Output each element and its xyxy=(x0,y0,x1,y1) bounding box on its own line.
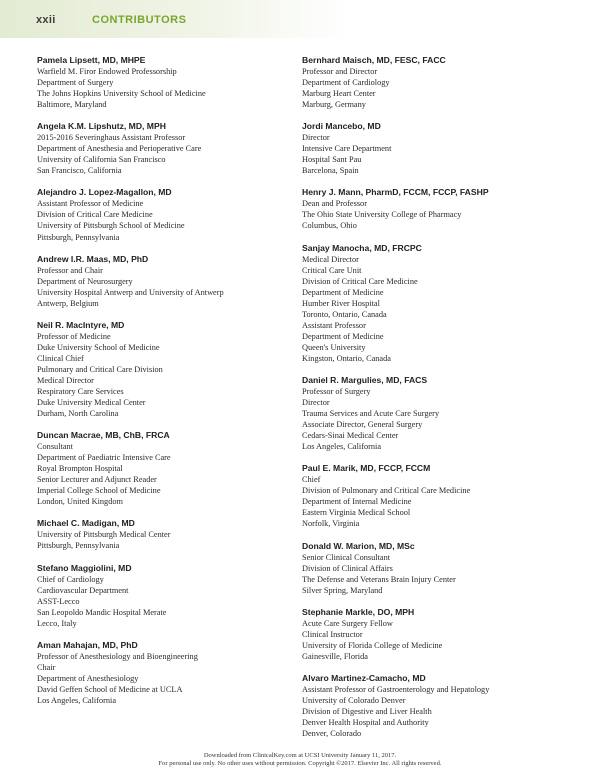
contributor-name: Duncan Macrae, MB, ChB, FRCA xyxy=(37,430,170,441)
affiliation-line: Eastern Virginia Medical School xyxy=(302,508,411,518)
affiliation-line: David Geffen School of Medicine at UCLA xyxy=(37,684,183,694)
contributor-entry xyxy=(37,640,307,706)
contributor-name: Bernhard Maisch, MD, FESC, FACC xyxy=(302,55,446,65)
contributor-entry xyxy=(302,541,582,596)
footer-copyright-notice: For personal use only. No other uses without permission. Copyright ©2017. Elsevier Inc. All rights reserved. xyxy=(158,760,442,767)
affiliation-line: Barcelona, Spain xyxy=(302,166,359,176)
affiliation-line: Royal Brompton Hospital xyxy=(37,464,123,474)
affiliation-line: Los Angeles, California xyxy=(302,442,382,452)
affiliation-line: Antwerp, Belgium xyxy=(37,298,99,308)
contributor-entry xyxy=(302,463,582,529)
affiliation-line: Durham, North Carolina xyxy=(37,409,119,419)
contributor-name: Pamela Lipsett, MD, MHPE xyxy=(37,55,146,65)
affiliation-line: Trauma Services and Acute Care Surgery xyxy=(302,409,440,419)
affiliation-line: Dean and Professor xyxy=(302,199,367,209)
affiliation-line: Toronto, Ontario, Canada xyxy=(302,309,387,319)
footer-download-notice: Downloaded from ClinicalKey.com at UCSI University January 11, 2017. xyxy=(203,752,397,759)
affiliation-line: Acute Care Surgery Fellow xyxy=(302,618,393,628)
affiliation-line: Department of Paediatric Intensive Care xyxy=(37,453,171,463)
affiliation-line: Pittsburgh, Pennsylvania xyxy=(37,541,120,551)
affiliation-line: Department of Anesthesia and Perioperative Care xyxy=(37,144,202,154)
contributor-entry xyxy=(302,187,582,231)
affiliation-line: Director xyxy=(302,133,330,143)
right-column xyxy=(302,55,582,750)
affiliation-line: University of Colorado Denver xyxy=(302,695,406,705)
contributor-name: Paul E. Marik, MD, FCCP, FCCM xyxy=(302,463,431,474)
affiliation-line: Marburg Heart Center xyxy=(302,89,376,99)
contributor-name: Stefano Maggiolini, MD xyxy=(37,562,132,573)
page-number: xxii xyxy=(36,14,56,26)
contributor-entry xyxy=(37,563,307,629)
affiliation-line: San Leopoldo Mandic Hospital Merate xyxy=(37,607,167,617)
affiliation-line: Assistant Professor of Gastroenterology and Hepatology xyxy=(302,684,490,694)
contributor-name: Aman Mahajan, MD, PhD xyxy=(37,639,138,650)
affiliation-line: San Francisco, California xyxy=(37,166,122,176)
contributor-name: Jordi Mancebo, MD xyxy=(302,121,381,132)
contributor-name: Sanjay Manocha, MD, FRCPC xyxy=(302,242,422,253)
contributor-entry xyxy=(37,55,307,110)
affiliation-line: Division of Critical Care Medicine xyxy=(37,210,153,220)
affiliation-line: Gainesville, Florida xyxy=(302,651,368,661)
contributor-name: Andrew I.R. Maas, MD, PhD xyxy=(37,253,149,264)
contributor-name: Alvaro Martinez-Camacho, MD xyxy=(302,672,426,683)
left-column xyxy=(37,55,307,717)
affiliation-line: Cedars-Sinai Medical Center xyxy=(302,431,399,441)
affiliation-line: Duke University Medical Center xyxy=(37,398,146,408)
contributor-entry xyxy=(37,254,307,309)
affiliation-line: Division of Critical Care Medicine xyxy=(302,276,418,286)
affiliation-line: Marburg, Germany xyxy=(302,100,366,110)
affiliation-line: 2015-2016 Severinghaus Assistant Professor xyxy=(37,133,186,143)
affiliation-line: Humber River Hospital xyxy=(302,298,380,308)
affiliation-line: University of Florida College of Medicine xyxy=(302,640,443,650)
affiliation-line: Denver Health Hospital and Authority xyxy=(302,718,429,728)
contributor-entry xyxy=(302,607,582,662)
affiliation-line: Director xyxy=(302,398,330,408)
contributor-entry xyxy=(302,673,582,739)
affiliation-line: Professor of Anesthesiology and Bioengineering xyxy=(37,651,198,661)
affiliation-line: Professor and Director xyxy=(302,67,378,76)
affiliation-line: Medical Director xyxy=(37,375,94,385)
affiliation-line: Department of Surgery xyxy=(37,78,114,88)
affiliation-line: Baltimore, Maryland xyxy=(37,100,107,110)
affiliation-line: University of California San Francisco xyxy=(37,155,166,165)
affiliation-line: Medical Director xyxy=(302,254,359,264)
affiliation-line: London, United Kingdom xyxy=(37,497,123,507)
affiliation-line: University Hospital Antwerp and University of Antwerp xyxy=(37,287,224,297)
contributor-entry xyxy=(302,121,582,176)
affiliation-line: Pittsburgh, Pennsylvania xyxy=(37,232,120,242)
affiliation-line: University of Pittsburgh School of Medicine xyxy=(37,221,185,231)
affiliation-line: Assistant Professor xyxy=(302,320,366,330)
affiliation-line: The Johns Hopkins University School of Medicine xyxy=(37,89,206,99)
contributor-name: Alejandro J. Lopez-Magallon, MD xyxy=(37,187,172,198)
affiliation-line: Consultant xyxy=(37,442,73,452)
affiliation-line: Department of Medicine xyxy=(302,287,384,297)
contributor-name: Henry J. Mann, PharmD, FCCM, FCCP, FASHP xyxy=(302,187,489,198)
affiliation-line: Professor of Medicine xyxy=(37,331,111,341)
affiliation-line: Silver Spring, Maryland xyxy=(302,585,383,595)
contributor-entry xyxy=(302,55,582,110)
affiliation-line: Department of Medicine xyxy=(302,331,384,341)
affiliation-line: Imperial College School of Medicine xyxy=(37,486,161,496)
affiliation-line: Professor of Surgery xyxy=(302,386,371,396)
affiliation-line: Queen's University xyxy=(302,342,366,352)
affiliation-line: Division of Pulmonary and Critical Care Medicine xyxy=(302,486,471,496)
contributor-name: Daniel R. Margulies, MD, FACS xyxy=(302,374,428,385)
affiliation-line: Professor and Chair xyxy=(37,265,103,275)
contributor-entry xyxy=(37,320,307,419)
affiliation-line: Clinical Chief xyxy=(37,353,84,363)
contributor-entry xyxy=(302,243,582,364)
affiliation-line: Clinical Instructor xyxy=(302,629,363,639)
affiliation-line: Lecco, Italy xyxy=(37,618,77,628)
affiliation-line: Warfield M. Firor Endowed Professorship xyxy=(37,67,177,76)
affiliation-line: Department of Internal Medicine xyxy=(302,497,412,507)
contributor-name: Donald W. Marion, MD, MSc xyxy=(302,540,415,551)
contributor-name: Michael C. Madigan, MD xyxy=(37,518,135,529)
affiliation-line: Denver, Colorado xyxy=(302,729,362,739)
contributor-name: Stephanie Markle, DO, MPH xyxy=(302,606,415,617)
affiliation-line: Department of Neurosurgery xyxy=(37,276,133,286)
contributor-entry xyxy=(37,187,307,242)
affiliation-line: Assistant Professor of Medicine xyxy=(37,199,144,209)
affiliation-line: Division of Clinical Affairs xyxy=(302,563,393,573)
affiliation-line: Pulmonary and Critical Care Division xyxy=(37,364,163,374)
affiliation-line: Chief xyxy=(302,475,321,485)
affiliation-line: Columbus, Ohio xyxy=(302,221,357,231)
contributor-entry xyxy=(37,121,307,176)
affiliation-line: Norfolk, Virginia xyxy=(302,519,360,529)
affiliation-line: The Defense and Veterans Brain Injury Center xyxy=(302,574,456,584)
contributor-entry xyxy=(37,518,307,551)
affiliation-line: Kingston, Ontario, Canada xyxy=(302,353,391,363)
affiliation-line: Department of Anesthesiology xyxy=(37,673,139,683)
affiliation-line: The Ohio State University College of Pharmacy xyxy=(302,210,462,220)
contributor-name: Angela K.M. Lipshutz, MD, MPH xyxy=(37,121,166,132)
affiliation-line: Intensive Care Department xyxy=(302,144,392,154)
affiliation-line: University of Pittsburgh Medical Center xyxy=(37,530,171,540)
affiliation-line: Senior Clinical Consultant xyxy=(302,552,391,562)
affiliation-line: Department of Cardiology xyxy=(302,78,390,88)
affiliation-line: Senior Lecturer and Adjunct Reader xyxy=(37,475,157,485)
affiliation-line: Critical Care Unit xyxy=(302,265,362,275)
affiliation-line: Respiratory Care Services xyxy=(37,386,124,396)
affiliation-line: Chief of Cardiology xyxy=(37,574,104,584)
affiliation-line: Chair xyxy=(37,662,56,672)
affiliation-line: Hospital Sant Pau xyxy=(302,155,362,165)
contributor-entry xyxy=(302,375,582,452)
affiliation-line: Los Angeles, California xyxy=(37,695,117,705)
section-title: CONTRIBUTORS xyxy=(92,14,187,26)
affiliation-line: Division of Digestive and Liver Health xyxy=(302,706,432,716)
affiliation-line: Cardiovascular Department xyxy=(37,585,129,595)
affiliation-line: ASST-Lecco xyxy=(37,596,80,606)
contributor-entry xyxy=(37,430,307,507)
contributor-name: Neil R. MacIntyre, MD xyxy=(37,319,125,330)
affiliation-line: Associate Director, General Surgery xyxy=(302,420,423,430)
affiliation-line: Duke University School of Medicine xyxy=(37,342,160,352)
